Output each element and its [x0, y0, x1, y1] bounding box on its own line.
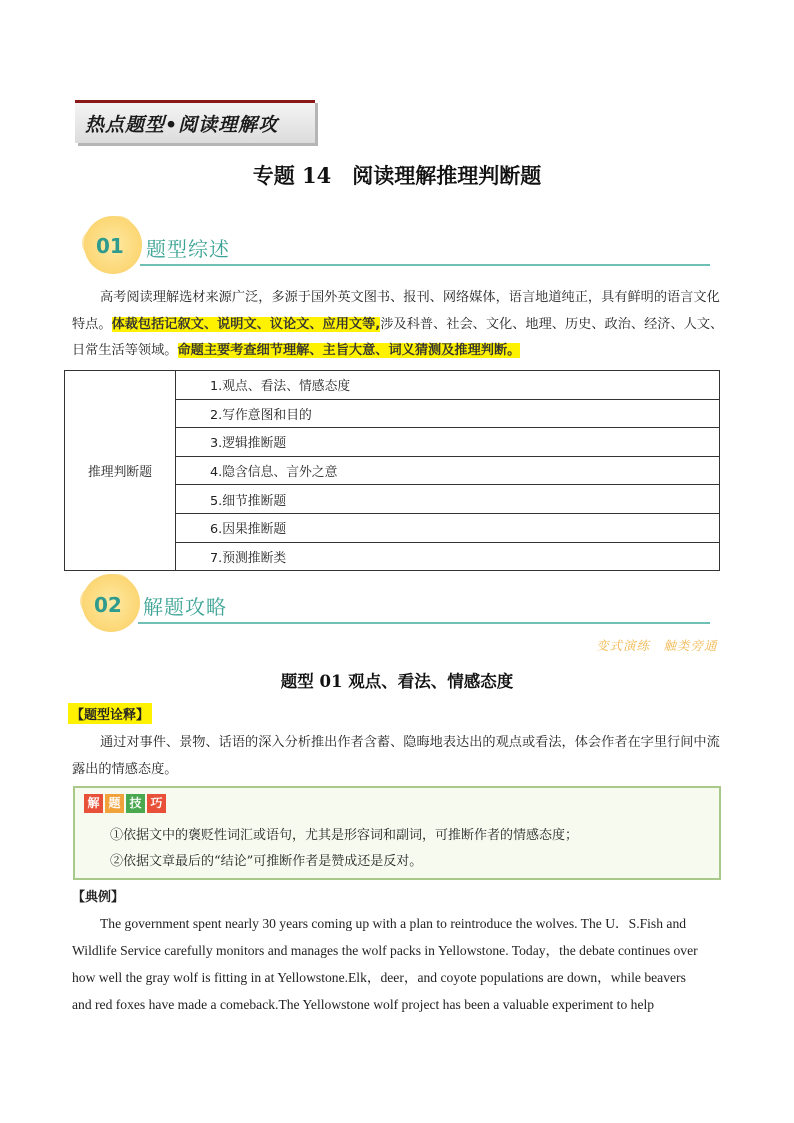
section-slogan: 变式演练 触类旁通	[596, 638, 718, 653]
table-cell: 1.观点、看法、情感态度	[176, 371, 720, 400]
question-type-table	[64, 370, 720, 571]
section-underline	[140, 264, 710, 266]
section-number: 01	[96, 234, 124, 258]
table-category-cell: 推理判断题	[65, 371, 176, 571]
tip-chip: 技	[126, 794, 145, 813]
table-cell: 7.预测推断类	[176, 542, 720, 571]
overview-paragraph	[72, 285, 732, 365]
example-line: The government spent nearly 30 years coming up with a plan to reintroduce the wolves. The U．S.Fish and	[100, 916, 687, 931]
table-cell: 4.隐含信息、言外之意	[176, 456, 720, 485]
topic-banner	[75, 100, 315, 143]
tip-item: ②依据文章最后的“结论”可推断作者是赞成还是反对。	[110, 854, 423, 869]
overview-highlight-1: 体裁包括记叙文、说明文、议论文、应用文等,	[111, 316, 381, 332]
example-line: Wildlife Service carefully monitors and manages the wolf packs in Yellowstone. Today，the debate continues over	[72, 943, 698, 958]
section-underline	[138, 622, 710, 624]
example-label: 【典例】	[72, 890, 125, 905]
page-title: 专题 14 阅读理解推理判断题	[252, 163, 542, 188]
example-line: how well the gray wolf is fitting in at Yellowstone.Elk，deer，and coyote populations are down，while beavers	[72, 970, 686, 985]
table-cell: 5.细节推断题	[176, 485, 720, 514]
example-line: and red foxes have made a comeback.The Yellowstone wolf project has been a valuable experiment to help	[72, 997, 655, 1012]
explain-paragraph: 通过对事件、景物、话语的深入分析推出作者含蓄、隐晦地表达出的观点或看法，体会作者在字里行间中流露出的情感态度。	[72, 735, 720, 777]
overview-highlight-2: 命题主要考查细节理解、主旨大意、词义猜测及推理判断。	[177, 343, 521, 358]
section-number: 02	[94, 593, 122, 617]
overview-text-2: 涉及科普、社会、文化、地理、历史、政治、经济、人文、日常生活等领域。	[72, 316, 724, 358]
tip-item: ①依据文中的褒贬性词汇或语句，尤其是形容词和副词，可推断作者的情感态度；	[110, 828, 579, 843]
table-cell: 2.写作意图和目的	[176, 399, 720, 428]
overview-text-1: 高考阅读理解选材来源广泛，多源于国外英文图书、报刊、网络媒体，语言地道纯正，具有鲜明的语言文化特点。	[72, 290, 720, 332]
tip-chip: 题	[105, 794, 124, 813]
section-title: 解题攻略	[143, 595, 227, 619]
section-title: 题型综述	[146, 237, 230, 261]
table-row	[65, 371, 720, 400]
question-type-title: 题型 01 观点、看法、情感态度	[280, 672, 514, 691]
tip-chip: 巧	[147, 794, 166, 813]
explain-label: 【题型诠释】	[68, 703, 152, 724]
topic-banner-text: 热点题型•阅读理解攻	[85, 114, 279, 136]
table-cell: 6.因果推断题	[176, 513, 720, 542]
table-cell: 3.逻辑推断题	[176, 428, 720, 457]
tip-chip: 解	[84, 794, 103, 813]
